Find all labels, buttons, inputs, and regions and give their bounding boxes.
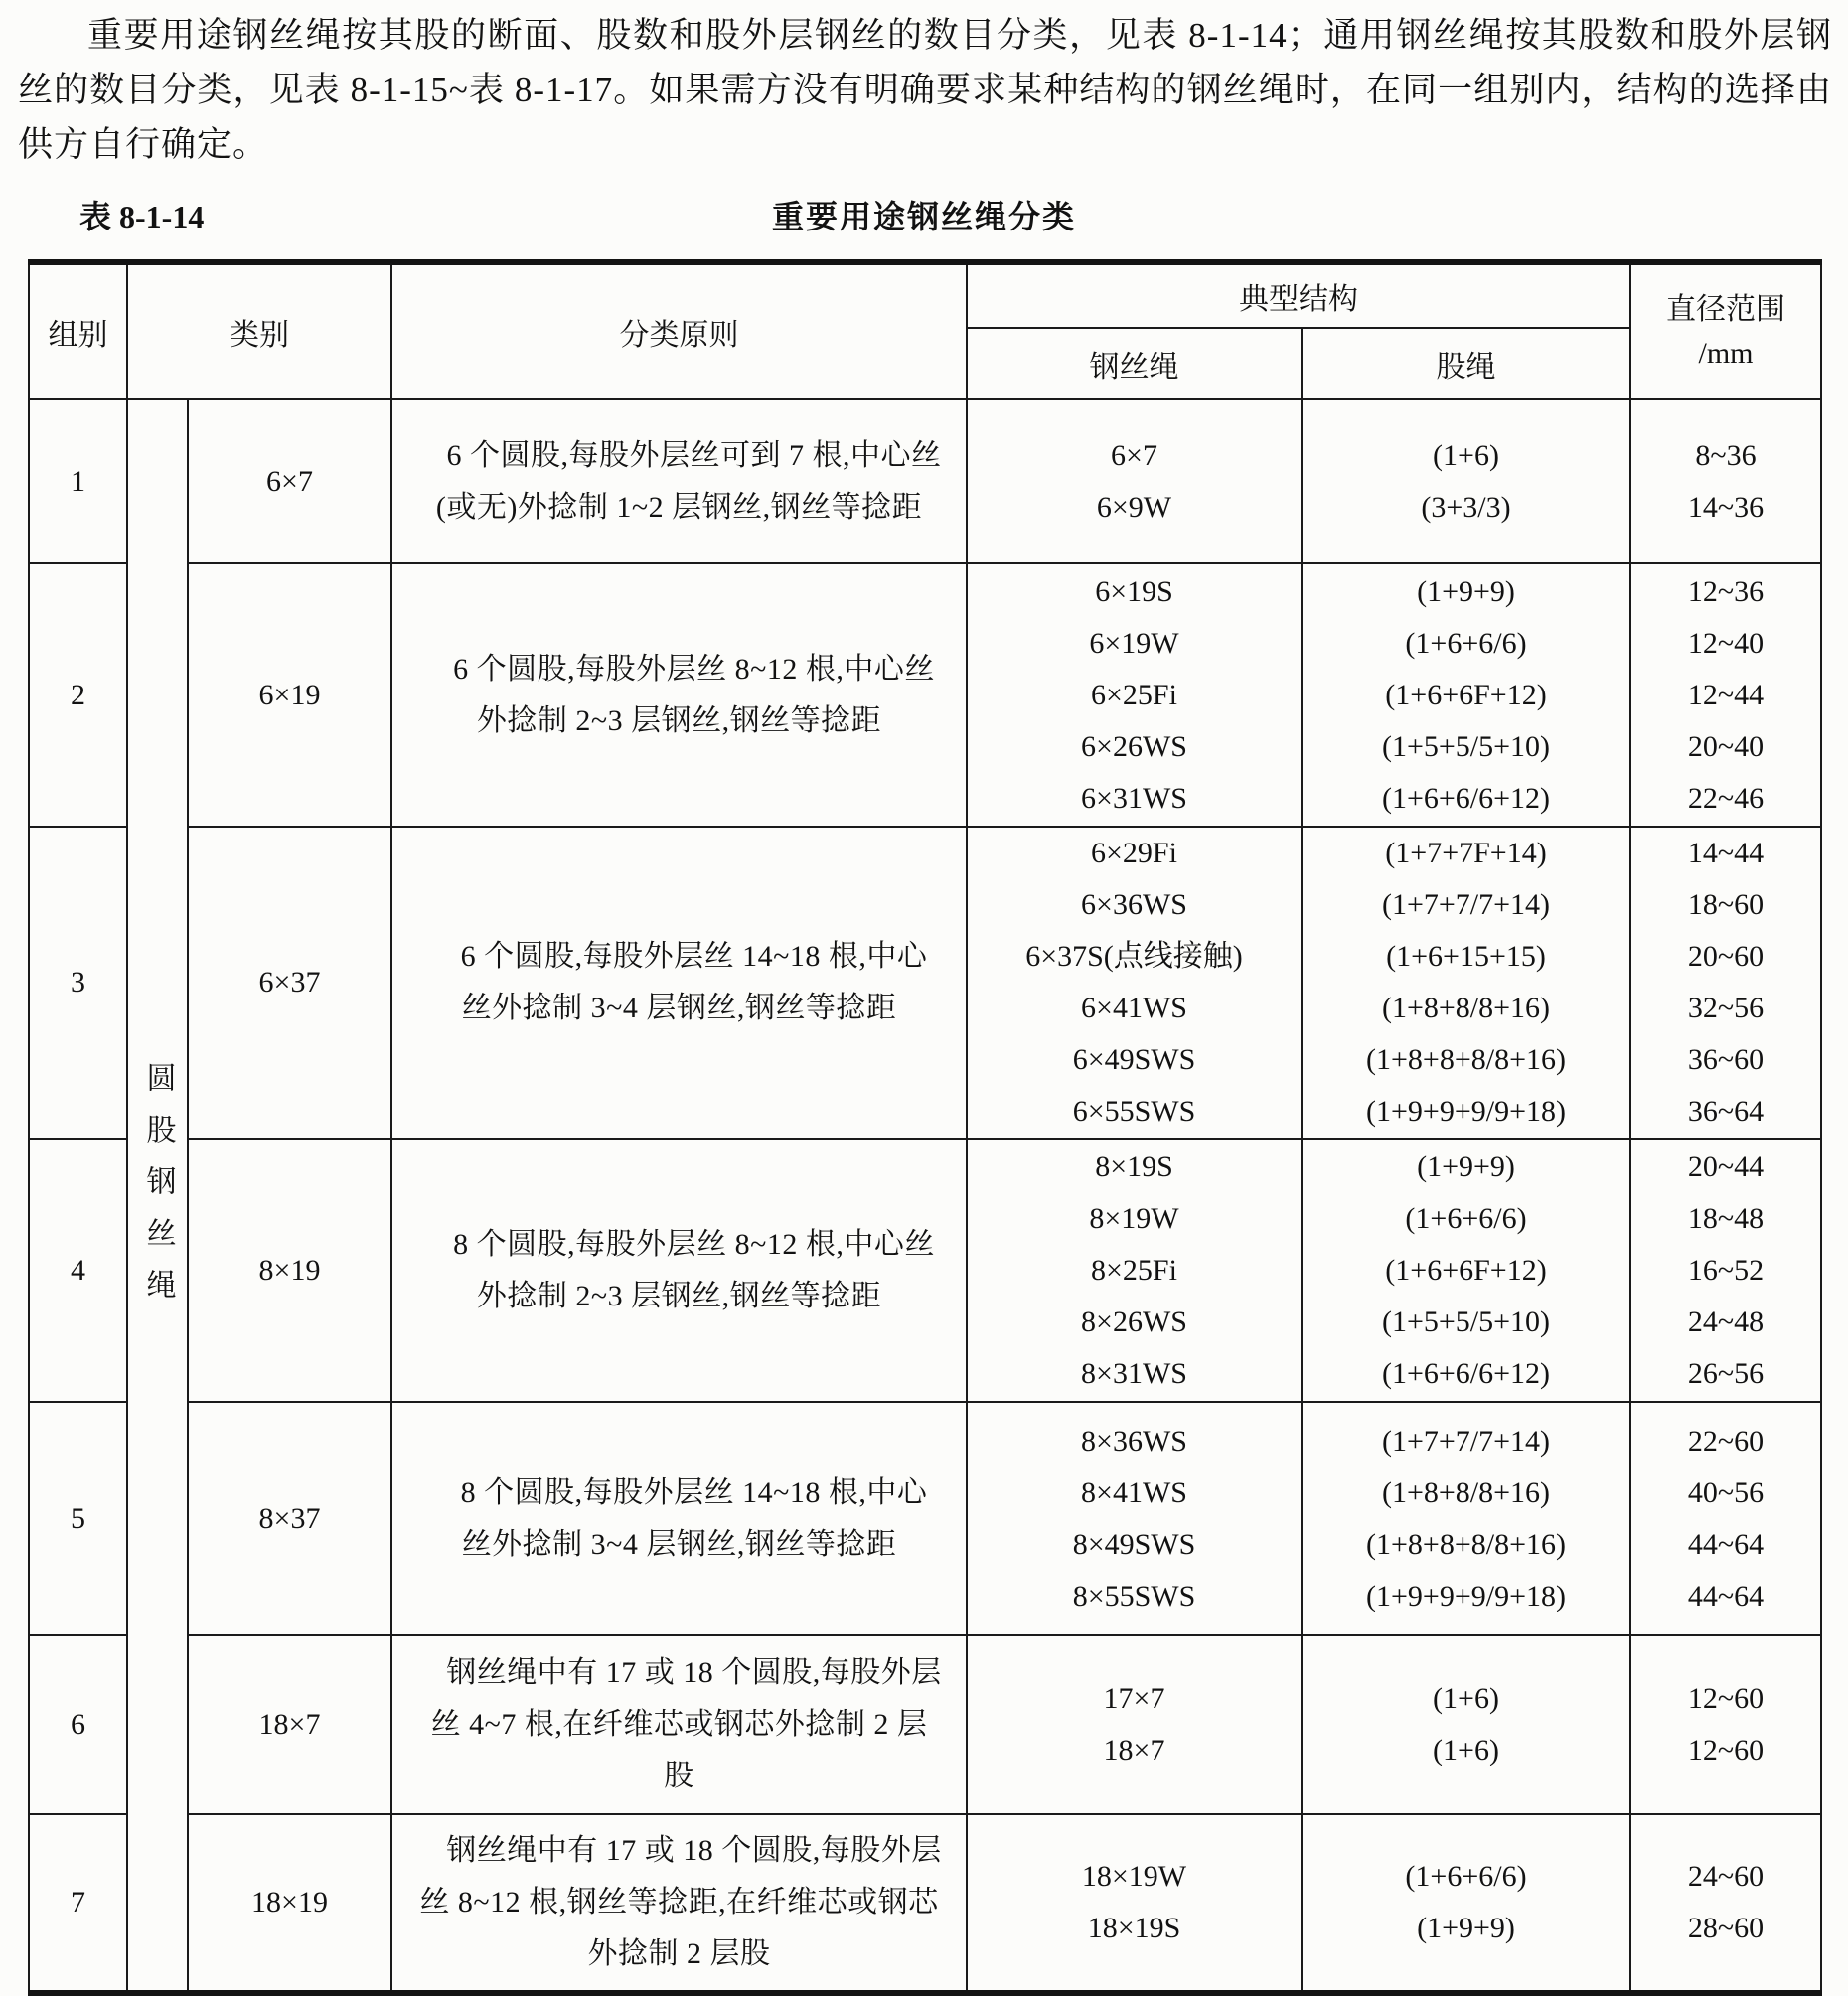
category-cell: 6×7 (188, 399, 391, 563)
rope-value: 6×7 (1111, 438, 1157, 472)
wire-rope-structures-cell (967, 1139, 1302, 1402)
header-diameter-label: 直径范围 (1666, 293, 1785, 326)
table-row (29, 1139, 1821, 1402)
group-cell: 6 (29, 1635, 127, 1814)
diameter-value: 24~48 (1687, 1305, 1765, 1338)
diameter-range-cell (1630, 1814, 1821, 1993)
diameter-value: 20~44 (1687, 1150, 1765, 1183)
group-cell: 7 (29, 1814, 127, 1993)
rope-value: 6×29Fi (1091, 837, 1177, 869)
strand-value: (1+9+9) (1417, 1150, 1515, 1183)
rope-value: 18×19S (1087, 1912, 1181, 1944)
diameter-value: 12~36 (1687, 574, 1765, 608)
strand-structures-cell (1302, 1814, 1630, 1993)
strand-value: (1+6+6/6+12) (1381, 1356, 1551, 1390)
rope-value: 8×19S (1095, 1150, 1173, 1183)
strand-structures-cell (1302, 563, 1630, 827)
header-diameter-unit: /mm (1698, 337, 1754, 370)
diameter-value: 44~64 (1687, 1527, 1765, 1561)
table-caption (0, 192, 1848, 237)
diameter-value: 14~36 (1687, 490, 1765, 524)
rope-value: 8×31WS (1081, 1356, 1187, 1390)
round-strand-rope-side-cell (127, 399, 188, 1993)
strand-value: (1+6) (1433, 438, 1499, 472)
strand-value: (1+6) (1433, 1682, 1499, 1715)
diameter-value: 22~46 (1687, 781, 1765, 815)
group-cell: 1 (29, 399, 127, 563)
diameter-range-cell (1630, 1635, 1821, 1814)
strand-value: (1+9+9) (1417, 574, 1515, 608)
strand-value: (1+9+9) (1417, 1912, 1515, 1944)
diameter-value: 20~60 (1687, 940, 1765, 973)
principle-cell: 6 个圆股,每股外层丝可到 7 根,中心丝(或无)外捻制 1~2 层钢丝,钢丝等捻距 (391, 399, 967, 563)
wire-rope-structures-cell (967, 1814, 1302, 1993)
strand-structures-cell (1302, 1139, 1630, 1402)
rope-value: 6×25Fi (1091, 678, 1177, 711)
strand-value: (1+6+6/6) (1405, 1201, 1527, 1235)
table-row (29, 827, 1821, 1139)
rope-value: 6×36WS (1081, 888, 1187, 921)
diameter-value: 18~48 (1687, 1201, 1765, 1235)
strand-value: (1+6+6/6+12) (1381, 781, 1551, 815)
header-group: 组别 (29, 262, 127, 399)
table-title: 重要用途钢丝绳分类 (771, 199, 1076, 234)
group-cell: 3 (29, 827, 127, 1139)
header-strand: 股绳 (1302, 328, 1630, 399)
rope-value: 8×26WS (1081, 1305, 1187, 1338)
header-category: 类别 (127, 262, 391, 399)
strand-value: (1+9+9+9/9+18) (1366, 1579, 1566, 1612)
principle-cell: 钢丝绳中有 17 或 18 个圆股,每股外层丝 4~7 根,在纤维芯或钢芯外捻制 2 层股 (391, 1635, 967, 1814)
header-typical-structure: 典型结构 (967, 262, 1630, 328)
strand-value: (1+6+6/6) (1405, 626, 1527, 660)
strand-structures-cell (1302, 399, 1630, 563)
strand-value: (1+5+5/5+10) (1381, 729, 1551, 763)
wire-rope-structures-cell (967, 1635, 1302, 1814)
strand-value: (1+8+8/8+16) (1381, 992, 1551, 1024)
table-row (29, 1635, 1821, 1814)
rope-value: 6×55SWS (1072, 1095, 1196, 1128)
diameter-value: 36~64 (1687, 1095, 1765, 1128)
rope-value: 8×55SWS (1072, 1579, 1196, 1612)
strand-value: (1+6+6F+12) (1385, 678, 1547, 711)
table-row (29, 563, 1821, 827)
side-label: 圆股钢丝绳 (141, 1062, 175, 1320)
rope-value: 6×26WS (1081, 729, 1187, 763)
strand-value: (1+8+8+8/8+16) (1366, 1043, 1566, 1076)
rope-value: 8×36WS (1081, 1424, 1187, 1458)
header-diameter-range (1630, 262, 1821, 399)
diameter-value: 28~60 (1687, 1912, 1765, 1944)
diameter-value: 12~60 (1687, 1734, 1765, 1766)
rope-value: 8×41WS (1081, 1475, 1187, 1509)
category-cell: 8×19 (188, 1139, 391, 1402)
diameter-range-cell (1630, 563, 1821, 827)
diameter-value: 14~44 (1687, 837, 1765, 869)
rope-value: 18×19W (1081, 1860, 1187, 1893)
rope-value: 6×19S (1095, 574, 1173, 608)
category-cell: 8×37 (188, 1402, 391, 1635)
wire-rope-structures-cell (967, 563, 1302, 827)
intro-paragraph: 重要用途钢丝绳按其股的断面、股数和股外层钢丝的数目分类，见表 8-1-14；通用钢丝绳按其股数和股外层钢丝的数目分类，见表 8-1-15~表 8-1-17。如果需方没有明确要求某种结构的钢丝绳时，在同一组别内，结构的选择由供方自行确定。 (18, 16, 1832, 164)
diameter-value: 22~60 (1687, 1424, 1765, 1458)
table-label: 表 8-1-14 (79, 199, 205, 234)
diameter-value: 44~64 (1687, 1579, 1765, 1612)
strand-value: (1+5+5/5+10) (1381, 1305, 1551, 1338)
diameter-range-cell (1630, 827, 1821, 1139)
strand-value: (1+6+6F+12) (1385, 1253, 1547, 1287)
table-row (29, 1402, 1821, 1635)
principle-cell: 8 个圆股,每股外层丝 14~18 根,中心丝外捻制 3~4 层钢丝,钢丝等捻距 (391, 1402, 967, 1635)
principle-cell: 6 个圆股,每股外层丝 8~12 根,中心丝外捻制 2~3 层钢丝,钢丝等捻距 (391, 563, 967, 827)
strand-value: (3+3/3) (1421, 490, 1511, 524)
group-cell: 5 (29, 1402, 127, 1635)
diameter-range-cell (1630, 399, 1821, 563)
category-cell: 6×37 (188, 827, 391, 1139)
diameter-value: 8~36 (1695, 438, 1757, 472)
strand-value: (1+8+8/8+16) (1381, 1475, 1551, 1509)
strand-value: (1+9+9+9/9+18) (1366, 1095, 1566, 1128)
strand-value: (1+7+7/7+14) (1381, 1424, 1551, 1458)
strand-value: (1+8+8+8/8+16) (1366, 1527, 1566, 1561)
wire-rope-structures-cell (967, 827, 1302, 1139)
diameter-value: 32~56 (1687, 992, 1765, 1024)
rope-value: 18×7 (1103, 1734, 1165, 1766)
category-cell: 18×19 (188, 1814, 391, 1993)
strand-value: (1+6) (1433, 1734, 1499, 1766)
strand-structures-cell (1302, 827, 1630, 1139)
diameter-value: 36~60 (1687, 1043, 1765, 1076)
wire-rope-structures-cell (967, 399, 1302, 563)
header-principle: 分类原则 (391, 262, 967, 399)
diameter-value: 16~52 (1687, 1253, 1765, 1287)
diameter-value: 20~40 (1687, 729, 1765, 763)
wire-rope-structures-cell (967, 1402, 1302, 1635)
rope-value: 8×49SWS (1072, 1527, 1196, 1561)
diameter-value: 12~44 (1687, 678, 1765, 711)
rope-value: 6×41WS (1081, 992, 1187, 1024)
strand-value: (1+6+6/6) (1405, 1860, 1527, 1893)
diameter-value: 12~40 (1687, 626, 1765, 660)
category-cell: 18×7 (188, 1635, 391, 1814)
diameter-value: 12~60 (1687, 1682, 1765, 1715)
rope-value: 6×49SWS (1072, 1043, 1196, 1076)
strand-value: (1+6+15+15) (1386, 940, 1546, 973)
table-row (29, 399, 1821, 563)
diameter-value: 26~56 (1687, 1356, 1765, 1390)
rope-classification-table (28, 259, 1822, 1996)
group-cell: 4 (29, 1139, 127, 1402)
rope-value: 6×31WS (1081, 781, 1187, 815)
diameter-range-cell (1630, 1139, 1821, 1402)
header-wire-rope: 钢丝绳 (967, 328, 1302, 399)
strand-value: (1+7+7/7+14) (1381, 888, 1551, 921)
strand-structures-cell (1302, 1402, 1630, 1635)
diameter-value: 18~60 (1687, 888, 1765, 921)
rope-value: 6×9W (1096, 490, 1172, 524)
rope-value: 8×25Fi (1091, 1253, 1177, 1287)
diameter-value: 40~56 (1687, 1475, 1765, 1509)
rope-value: 17×7 (1103, 1682, 1165, 1715)
rope-value: 6×19W (1089, 626, 1179, 660)
table-row (29, 1814, 1821, 1993)
principle-cell: 钢丝绳中有 17 或 18 个圆股,每股外层丝 8~12 根,钢丝等捻距,在纤维芯或钢芯外捻制 2 层股 (391, 1814, 967, 1993)
diameter-range-cell (1630, 1402, 1821, 1635)
rope-value: 6×37S(点线接触) (1025, 940, 1243, 973)
rope-value: 8×19W (1089, 1201, 1179, 1235)
strand-value: (1+7+7F+14) (1385, 837, 1547, 869)
category-cell: 6×19 (188, 563, 391, 827)
strand-structures-cell (1302, 1635, 1630, 1814)
diameter-value: 24~60 (1687, 1860, 1765, 1893)
group-cell: 2 (29, 563, 127, 827)
principle-cell: 6 个圆股,每股外层丝 14~18 根,中心丝外捻制 3~4 层钢丝,钢丝等捻距 (391, 827, 967, 1139)
principle-cell: 8 个圆股,每股外层丝 8~12 根,中心丝外捻制 2~3 层钢丝,钢丝等捻距 (391, 1139, 967, 1402)
